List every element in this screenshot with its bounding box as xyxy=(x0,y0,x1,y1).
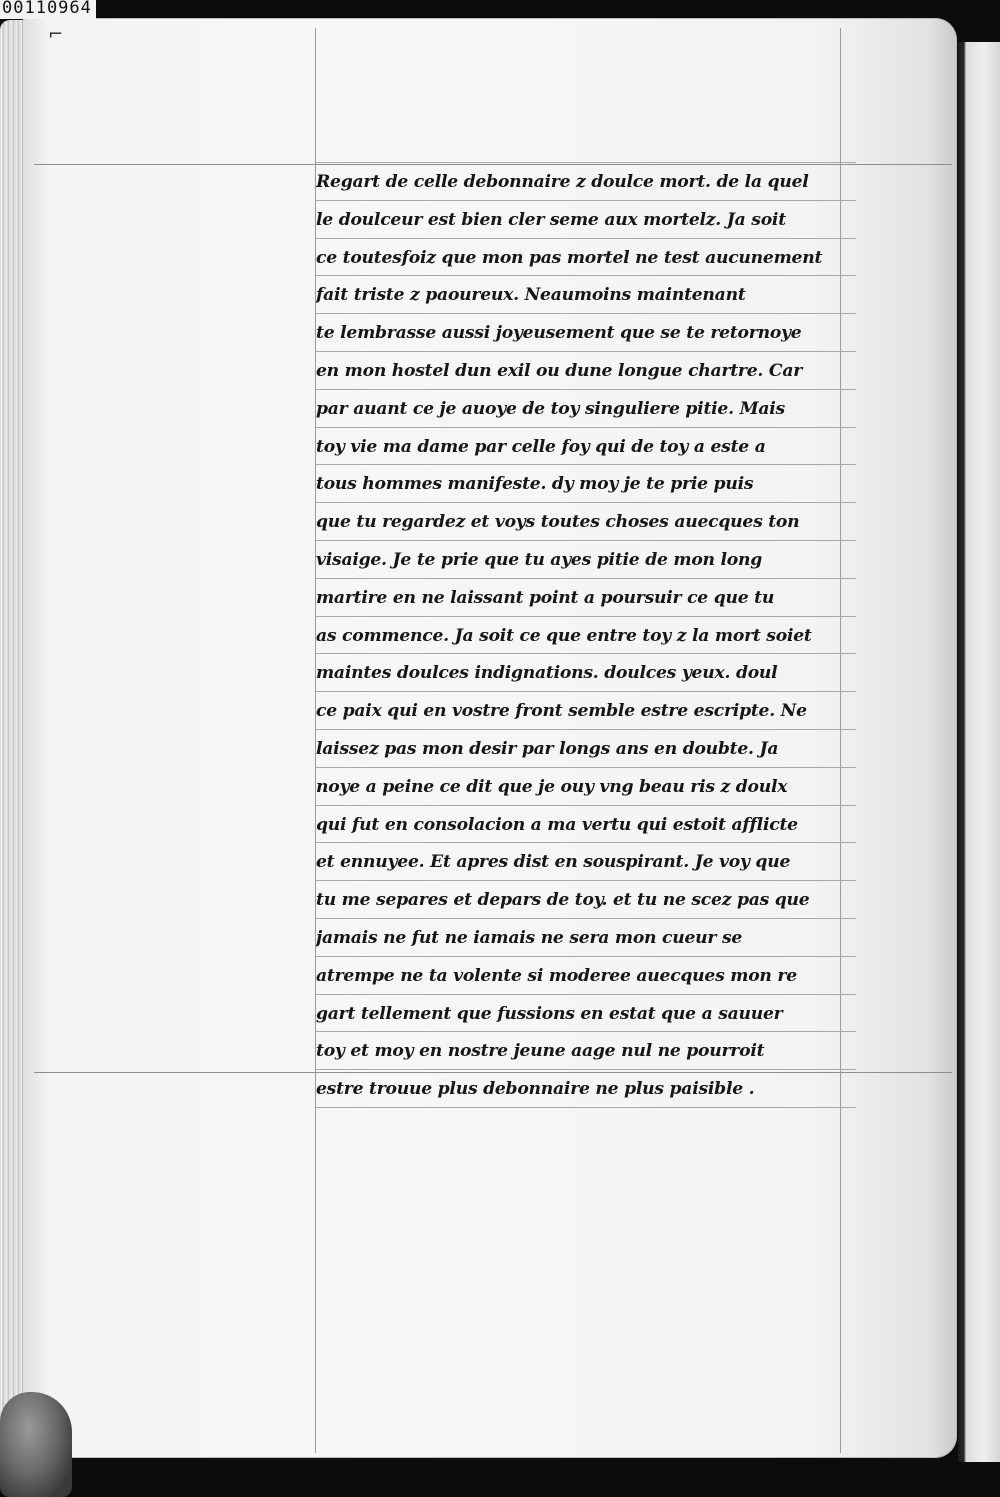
text-line: jamais ne fut ne iamais ne sera mon cueur se xyxy=(316,919,856,957)
text-line: et ennuyee. Et apres dist en souspirant. Je voy que xyxy=(316,843,856,881)
text-line: le doulceur est bien cler seme aux mortelz. Ja soit xyxy=(316,201,856,239)
facing-page-edge xyxy=(958,42,1000,1462)
text-line: tu me separes et depars de toy. et tu ne scez pas que xyxy=(316,881,856,919)
text-line: Regart de celle debonnaire z doulce mort. de la quel xyxy=(316,162,856,201)
text-line: te lembrasse aussi joyeusement que se te retornoye xyxy=(316,314,856,352)
text-line: atrempe ne ta volente si moderee auecques mon re xyxy=(316,957,856,995)
text-line: en mon hostel dun exil ou dune longue chartre. Car xyxy=(316,352,856,390)
manuscript-text-block xyxy=(316,162,856,1108)
text-line: ce toutesfoiz que mon pas mortel ne test aucunement xyxy=(316,239,856,277)
text-line: que tu regardez et voys toutes choses auecques ton xyxy=(316,503,856,541)
text-line: as commence. Ja soit ce que entre toy z la mort soiet xyxy=(316,617,856,655)
microfilm-frame-label: 00110964 xyxy=(0,0,96,19)
text-line: laissez pas mon desir par longs ans en doubte. Ja xyxy=(316,730,856,768)
corner-mark: ⌐ xyxy=(48,24,64,45)
text-line: toy et moy en nostre jeune aage nul ne pourroit xyxy=(316,1032,856,1070)
text-line: toy vie ma dame par celle foy qui de toy a este a xyxy=(316,428,856,466)
text-line: maintes doulces indignations. doulces yeux. doul xyxy=(316,654,856,692)
text-line: martire en ne laissant point a poursuir ce que tu xyxy=(316,579,856,617)
holding-finger xyxy=(0,1392,72,1497)
text-line: fait triste z paoureux. Neaumoins maintenant xyxy=(316,276,856,314)
text-line: par auant ce je auoye de toy singuliere pitie. Mais xyxy=(316,390,856,428)
text-line: gart tellement que fussions en estat que a sauuer xyxy=(316,995,856,1033)
text-line: visaige. Je te prie que tu ayes pitie de mon long xyxy=(316,541,856,579)
text-line: tous hommes manifeste. dy moy je te prie puis xyxy=(316,465,856,503)
text-line: qui fut en consolacion a ma vertu qui estoit afflicte xyxy=(316,806,856,844)
text-line: estre trouue plus debonnaire ne plus paisible . xyxy=(316,1070,856,1108)
text-line: ce paix qui en vostre front semble estre escripte. Ne xyxy=(316,692,856,730)
text-line: noye a peine ce dit que je ouy vng beau ris z doulx xyxy=(316,768,856,806)
